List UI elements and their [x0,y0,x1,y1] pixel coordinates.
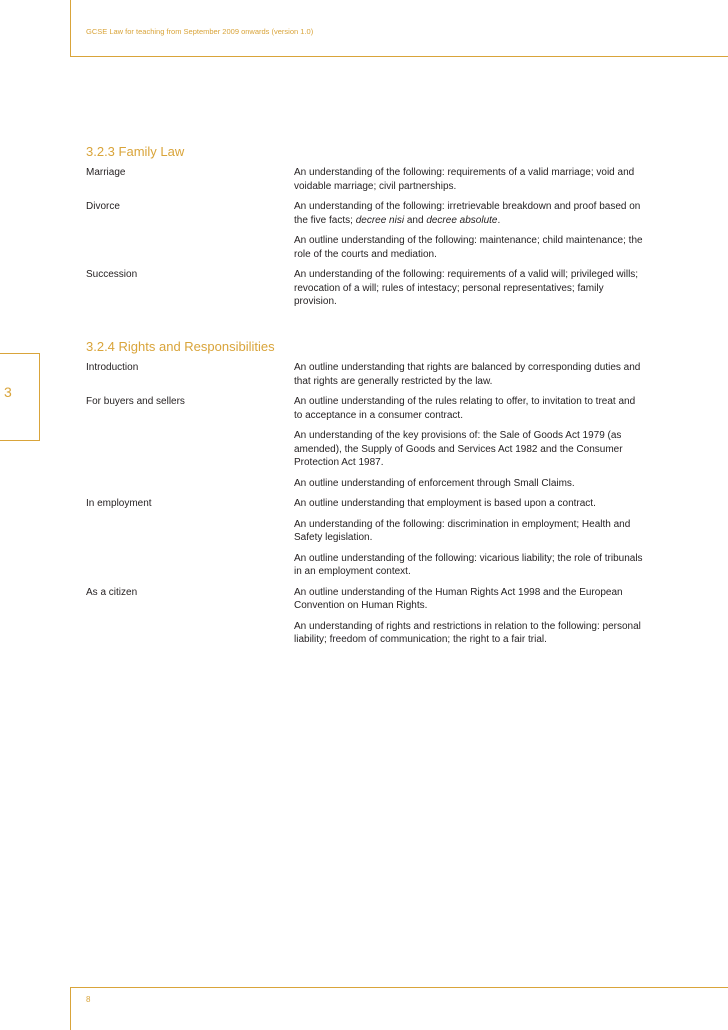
row-paragraph: An outline understanding that employment is based upon a contract. [294,498,596,509]
row-paragraph: An outline understanding of enforcement through Small Claims. [294,477,575,489]
row-content [294,166,646,200]
row-content [294,497,646,586]
row-topic: As a citizen [86,586,138,598]
row-paragraph: An outline understanding of the following: vicarious liability; the role of tribunals in an employment context. [294,552,643,577]
row-content [294,268,646,316]
table-row [86,200,646,268]
row-paragraph: An outline understanding of the rules relating to offer, to invitation to treat and to acceptance in a consumer contract. [294,396,636,421]
row-paragraph: An understanding of the following: requirements of a valid marriage; void and voidable marriage; civil partnerships. [294,167,635,192]
row-paragraph: An outline understanding that rights are balanced by corresponding duties and that rights are generally restricted by the law. [294,362,641,387]
row-paragraph: An outline understanding of the following: maintenance; child maintenance; the role of the courts and mediation. [294,235,643,260]
chapter-tab-number: 3 [4,384,12,400]
row-paragraph: An understanding of the key provisions of: the Sale of Goods Act 1979 (as amended), the Supply of Goods and Services Act 1982 and the Consumer Protection Act 1987. [294,430,623,468]
table-row [86,361,646,395]
row-paragraph: An understanding of the following: requirements of a valid will; privileged wills; revocation of a will; rules of intestacy; personal representatives; family provision. [294,269,639,307]
row-paragraph: An understanding of the following: irretrievable breakdown and proof based on the five facts; decree nisi and decree absolute. [294,201,641,226]
header-horizontal-rule [70,56,728,57]
row-topic: In employment [86,498,152,509]
row-content [294,395,646,497]
row-content [294,200,646,268]
section-family-law [86,144,646,316]
header-vertical-rule [70,0,71,56]
table-row [86,586,646,654]
table-row [86,166,646,200]
row-content [294,361,646,395]
row-paragraph: An understanding of rights and restrictions in relation to the following: personal liability; freedom of communication; the right to a fair trial. [294,620,641,645]
row-topic: Divorce [86,201,120,212]
row-topic: Marriage [86,167,126,178]
row-paragraph: An outline understanding of the Human Rights Act 1998 and the European Convention on Human Rights. [294,586,623,611]
row-content [294,586,646,654]
row-paragraph: An understanding of the following: discrimination in employment; Health and Safety legislation. [294,518,631,543]
section-title: 3.2.3 Family Law [86,144,185,159]
table-row [86,395,646,497]
running-header: GCSE Law for teaching from September 2009 onwards (version 1.0) [86,27,314,36]
footer-vertical-rule [70,987,71,1030]
chapter-tab [0,353,40,441]
section-title: 3.2.4 Rights and Responsibilities [86,339,275,354]
footer-horizontal-rule [70,987,728,988]
page-number: 8 [86,995,91,1004]
row-topic: Succession [86,269,138,280]
row-topic: Introduction [86,362,139,373]
table-row [86,497,646,586]
section-rights-and-responsibilities [86,339,646,654]
row-topic: For buyers and sellers [86,396,185,407]
table-row [86,268,646,316]
